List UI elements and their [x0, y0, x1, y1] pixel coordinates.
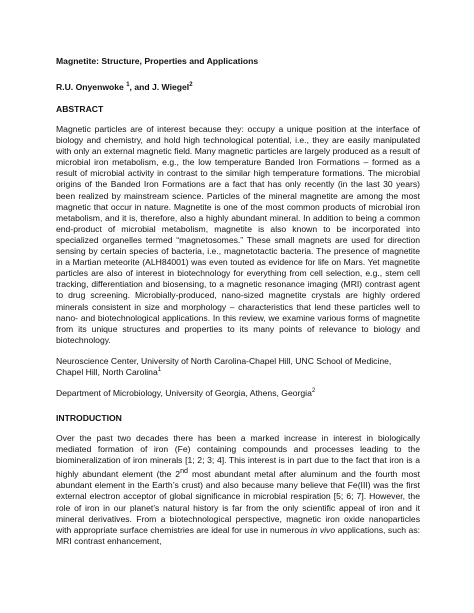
affiliation-text: Department of Microbiology, University of Georgia, Athens, Georgia	[56, 388, 312, 399]
introduction-italic-term: in vivo	[310, 524, 336, 535]
affiliation	[56, 356, 420, 378]
author-line	[56, 82, 420, 93]
author-name: J. Wiegel	[152, 82, 190, 92]
abstract-heading: ABSTRACT	[56, 104, 104, 114]
abstract-body: Magnetic particles are of interest because they: occupy a unique position at the interface of biology and chemistry, and hold high technological potential, i.e., they are easily manipulated with only an external magnetic field. Many magnetic particles are largely produced as a result of microbial iron metabolism, e.g., the low temperature Banded Iron Formations – formed as a result of microbial activity in contrast to the similar high temperature formations. The microbial origins of the Banded Iron Formations are a fact that has only recently (in the last 30 years) been realized by mainstream science. Particles of the mineral magnetite are among the most magnetic that occur in nature. Magnetite is one of the most common products of microbial iron metabolism, and it is, therefore, also a highly abundant mineral. In addition to being a common end-product of microbial metabolism, magnetite is also known to be incorporated into specialized organelles termed “magnetosomes.” These small magnets are used for direction sensing by certain species of bacteria, i.e., magnetotactic bacteria. The presence of magnetite in a Martian meteorite (ALH84001) was even touted as evidence for life on Mars. Yet magnetite particles are also of interest in biotechnology for everything from cell selection, e.g., stem cell tracking, differentiation and biosensing, to a magnetic resonance imaging (MRI) contrast agent to drug screening. Microbially-produced, nano-sized magnetite crystals are highly ordered minerals consistent in size and morphology – characteristics that lend these particles well to nano- and biotechnological applications. In this review, we examine various forms of magnetite from its unique structures and properties to its many points of relevance to biology and biotechnology.	[56, 124, 420, 345]
affiliation-text: Neuroscience Center, University of North Carolina-Chapel Hill, UNC School of Medicine, Chapel Hill, North Carolina	[56, 355, 392, 377]
affiliation	[56, 388, 420, 399]
author-affiliation-mark: 2	[189, 82, 193, 88]
affiliation-mark: 1	[157, 366, 162, 373]
author-affiliation-mark: 1	[126, 82, 130, 88]
affiliation-mark: 2	[311, 388, 316, 395]
paper-title: Magnetite: Structure, Properties and Applications	[56, 56, 259, 66]
introduction-body	[56, 433, 420, 547]
author-separator: , and	[129, 82, 152, 92]
paper-content	[56, 56, 420, 557]
author-name: R.U. Onyenwoke	[56, 82, 124, 92]
introduction-heading: INTRODUCTION	[56, 413, 122, 424]
introduction-text: Over the past two decades there has been a marked increase in interest in biologically mediated formation of iron (Fe) containing compounds and processes leading to the biomineralization of iron minerals [1; 2; 3; 4]. This interest is in part due to the fact that iron is a highly abundant element (the 2	[56, 433, 420, 480]
introduction-text: applications, such as: MRI contrast enhancement,	[56, 524, 421, 546]
introduction-text: most abundant metal after aluminum and the fourth most abundant element in the Earth’s crust) and also because many believe that Fe(III) was the first external electron acceptor of global significance in microbial respiration [5; 6; 7]. However, the role of iron in our planet’s natural history is far from the only scientific appeal of iron and it mineral derivatives. From a biotechnological perspective, magnetic iron oxide nanoparticles with appropriate surface chemistries are ideal for use in numerous	[56, 469, 420, 535]
ordinal-superscript: nd	[180, 467, 189, 476]
